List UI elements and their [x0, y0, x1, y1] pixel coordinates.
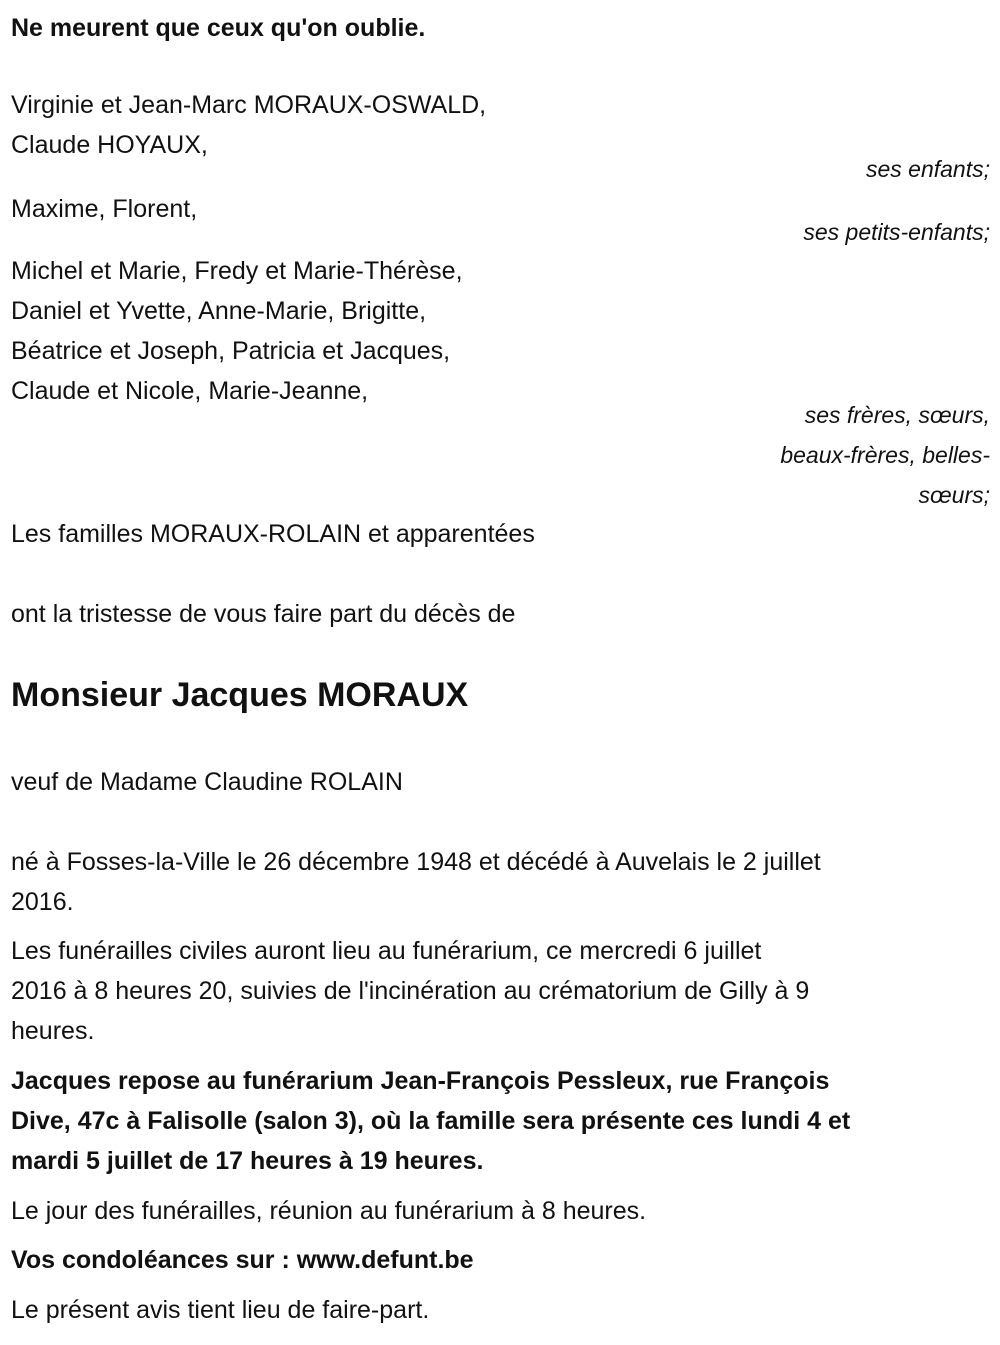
birth-death: 2016. [11, 888, 74, 916]
notice: Le présent avis tient lieu de faire-part. [11, 1296, 430, 1324]
siblings-line: Béatrice et Joseph, Patricia et Jacques, [11, 337, 451, 365]
announcement: ont la tristesse de vous faire part du décès de [11, 600, 516, 628]
visitation: mardi 5 juillet de 17 heures à 19 heures. [11, 1147, 484, 1175]
visitation: Jacques repose au funérarium Jean-François Pessleux, rue François [11, 1067, 830, 1095]
siblings-role: beaux-frères, belles- [780, 442, 990, 468]
funeral: Les funérailles civiles auront lieu au funérarium, ce mercredi 6 juillet [11, 937, 762, 965]
visitation: Dive, 47c à Falisolle (salon 3), où la famille sera présente ces lundi 4 et [11, 1107, 851, 1135]
deceased-name: Monsieur Jacques MORAUX [11, 676, 469, 714]
children-line: Claude HOYAUX, [11, 131, 208, 159]
children-role: ses enfants; [865, 156, 990, 182]
grandchildren-line: Maxime, Florent, [11, 195, 198, 223]
funeral: 2016 à 8 heures 20, suivies de l'incinération au crématorium de Gilly à 9 [11, 977, 810, 1005]
birth-death: né à Fosses-la-Ville le 26 décembre 1948 et décédé à Auvelais le 2 juillet [11, 848, 821, 876]
families: Les familles MORAUX-ROLAIN et apparentées [11, 520, 535, 548]
epigraph: Ne meurent que ceux qu'on oublie. [11, 14, 426, 42]
siblings-role: sœurs; [918, 482, 990, 508]
siblings-line: Daniel et Yvette, Anne-Marie, Brigitte, [11, 297, 427, 325]
widower: veuf de Madame Claudine ROLAIN [11, 768, 403, 796]
grandchildren-role: ses petits-enfants; [803, 219, 990, 245]
children-line: Virginie et Jean-Marc MORAUX-OSWALD, [11, 91, 487, 119]
siblings-line: Michel et Marie, Fredy et Marie-Thérèse, [11, 257, 463, 285]
meeting: Le jour des funérailles, réunion au funérarium à 8 heures. [11, 1197, 647, 1225]
funeral: heures. [11, 1017, 95, 1045]
condolences: Vos condoléances sur : www.defunt.be [11, 1246, 474, 1274]
siblings-role: ses frères, sœurs, [804, 402, 990, 428]
siblings-line: Claude et Nicole, Marie-Jeanne, [11, 377, 369, 405]
